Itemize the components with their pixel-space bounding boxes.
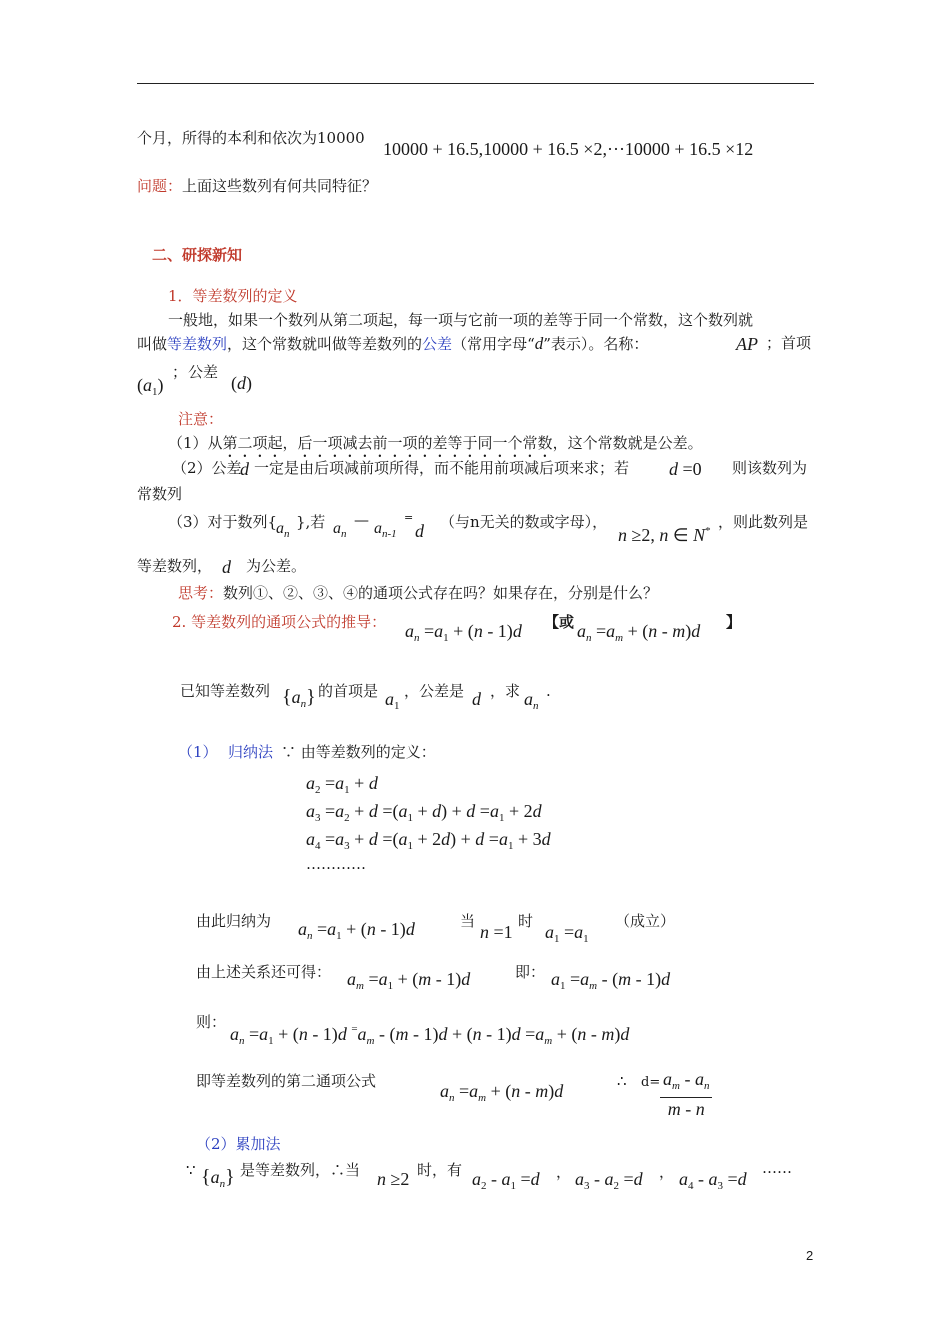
note-2-d: d — [240, 459, 249, 479]
when-label-2: 时 — [518, 912, 534, 930]
sum-comma-2: ， — [659, 1163, 675, 1181]
sum-condition: n ≥2 — [377, 1169, 410, 1189]
semicolon: ； — [172, 363, 188, 381]
think-text: 数列①、②、③、④的通项公式存在吗？如果存在，分别是什么？ — [223, 584, 659, 602]
d-fraction: $\frac{a_m - a_n}{m - n}$ — [660, 1068, 712, 1120]
note-3-i: 为公差。 — [246, 557, 307, 575]
intro-text: 个月，所得的本利和依次为10000 — [137, 129, 365, 147]
definition-heading: 1．等差数列的定义 — [168, 287, 298, 305]
note-3-f: ，则此数列是 — [718, 513, 809, 531]
note-3-e: （与n无关的数或字母）， — [440, 513, 608, 531]
given-sequence: $\{a_n\}$ — [282, 686, 316, 710]
think-label: 思考： — [178, 584, 224, 602]
induction-text: ∵ 由等差数列的定义： — [281, 743, 436, 761]
holds-label: （成立） — [615, 912, 676, 930]
text-fragment: （常用字母“ — [452, 335, 535, 353]
question-text: 上面这些数列有何共同特征？ — [182, 177, 378, 195]
induction-method: 归纳法 — [228, 743, 274, 761]
sum-eq-1: $a_2 - a_1 =d$ — [472, 1169, 540, 1192]
general-term-heading: 2. 等差数列的通项公式的推导： — [172, 613, 387, 631]
first-term-symbol: $(a_1)$ — [137, 375, 164, 398]
sum-text-2: 时，有 — [417, 1161, 463, 1179]
emphasized-text: 第二项起，后一项减去前一项的差等于同一个常数 — [222, 434, 553, 452]
when-label: 当 — [460, 912, 476, 930]
eq-a4: $a_4 =a_3 + d =(a_1 + 2d) + d =a_1 + 3d$ — [306, 829, 551, 852]
note-2 — [172, 458, 242, 478]
then-formula: $a_n =a_1 + (n - 1)d$ $^=a_m - (m - 1)d + (n - 1)d =a_m + (n - m)d$ — [230, 1023, 630, 1047]
given-a: 已知等差数列 — [180, 682, 271, 700]
sum-eq-2: $a_3 - a_2 =d$ — [575, 1169, 643, 1192]
page-number: 2 — [806, 1248, 814, 1263]
also-label: 由上述关系还可得： — [196, 963, 332, 981]
note-3-an-1: $a_{n-1}$ — [374, 520, 397, 540]
definition-line-2 — [137, 333, 648, 355]
when-condition: n =1 — [480, 922, 513, 942]
ellipsis-dots: ………… — [306, 855, 366, 873]
given-e: . — [546, 682, 551, 700]
note-3-minus: — — [354, 511, 369, 529]
section-heading: 二、研探新知 — [152, 246, 243, 264]
text-fragment: ，这个常数就是公差。 — [552, 434, 703, 452]
name-ap: AP — [736, 334, 758, 354]
first-term-label: ；首项 — [766, 334, 812, 352]
sum-because: ∵ — [186, 1161, 196, 1179]
general-term-formula: $a_n =a_1 + (n - 1)d$ — [405, 621, 522, 644]
think-line — [178, 583, 658, 603]
second-formula: $a_n =a_m + (n - m)d$ — [440, 1081, 564, 1104]
sum-sequence: $\{a_n\}$ — [201, 1166, 235, 1190]
given-b: 的首项是 — [318, 682, 379, 700]
sum-eq-3: $a_4 - a_3 =d$ — [679, 1169, 747, 1192]
then-label: 则： — [196, 1013, 227, 1031]
note-3-d: d — [415, 521, 424, 541]
intro-formula: 10000 + 16.5,10000 + 16.5 ×2,···10000 + 16.5 ×12 — [383, 139, 754, 159]
note-3-an: $a_n$ — [276, 520, 290, 540]
common-difference-symbol: (d) — [231, 373, 252, 393]
induction-label: （1） — [178, 743, 218, 761]
text-fragment: （2）公差 — [172, 459, 242, 477]
given-an: $a_n$ — [524, 689, 539, 712]
conclude-label: 由此归纳为 — [196, 912, 272, 930]
note-1 — [168, 433, 703, 461]
bracket-close: 】 — [726, 613, 742, 631]
sum-label: （2）累加法 — [196, 1135, 281, 1153]
given-d-symbol: d — [472, 689, 481, 709]
given-c: ，公差是 — [404, 682, 465, 700]
text-fragment: 叫做 — [137, 335, 168, 353]
intro-line — [137, 128, 365, 148]
common-difference-label: 公差 — [188, 363, 219, 381]
text-fragment: ，这个常数就叫做等差数列的 — [227, 335, 423, 353]
sum-comma-1: ， — [556, 1163, 572, 1181]
question-label: 问题： — [137, 177, 183, 195]
eq-a2: $a_2 =a_1 + d$ — [306, 773, 378, 796]
definition-line-1: 一般地，如果一个数列从第二项起，每一项与它前一项的差等于同一个常数，这个数列就 — [168, 311, 754, 329]
note-3-g: 等差数列， — [137, 557, 213, 575]
term-arithmetic-sequence: 等差数列 — [167, 335, 228, 353]
sum-text: 是等差数列，∴当 — [240, 1161, 361, 1179]
note-3-an2: $a_n$ — [333, 520, 347, 540]
given-a1: $a_1$ — [385, 689, 400, 712]
term-common-difference: 公差 — [422, 335, 453, 353]
question-line — [137, 176, 377, 196]
text-fragment: （1）从 — [168, 434, 223, 452]
header-rule — [137, 83, 814, 84]
conclude-formula: $a_n =a_1 + (n - 1)d$ — [298, 919, 415, 942]
also-formula: $a_m =a_1 + (m - 1)d$ — [347, 969, 471, 992]
therefore-symbol: ∴ — [617, 1072, 627, 1090]
given-d: ，求 — [490, 682, 521, 700]
notes-label: 注意： — [178, 410, 224, 428]
when-result: $a_1 =a_1$ — [545, 922, 589, 945]
text-fragment: ”表示）。名称： — [543, 335, 649, 353]
note-3-b: },若 — [296, 513, 326, 531]
second-formula-label: 即等差数列的第二通项公式 — [196, 1072, 377, 1090]
general-term-formula-alt: $a_n =a_m + (n - m)d$ — [577, 621, 701, 644]
ie-label: 即： — [515, 963, 546, 981]
d-equals: d= — [641, 1075, 661, 1090]
bracket-open: 【或 — [544, 613, 575, 631]
note-3-eq: = — [404, 511, 414, 524]
note-2-text: 一定是由后项减前项所得，而不能用前项减后项来求；若 — [254, 459, 630, 477]
note-3-h: d — [222, 557, 231, 577]
note-3-condition: n ≥2, n ∈ N* — [618, 525, 711, 545]
symbol-d: d — [534, 334, 544, 353]
note-2-const: 常数列 — [137, 485, 183, 503]
note-3-a: （3）对于数列{ — [168, 513, 278, 531]
sum-ellipsis: …… — [762, 1159, 792, 1177]
note-2-condition: d =0 — [669, 459, 702, 479]
eq-a3: $a_3 =a_2 + d =(a_1 + d) + d =a_1 + 2d$ — [306, 801, 542, 824]
ie-formula: $a_1 =a_m - (m - 1)d$ — [551, 969, 671, 992]
note-2-tail: 则该数列为 — [732, 459, 808, 477]
